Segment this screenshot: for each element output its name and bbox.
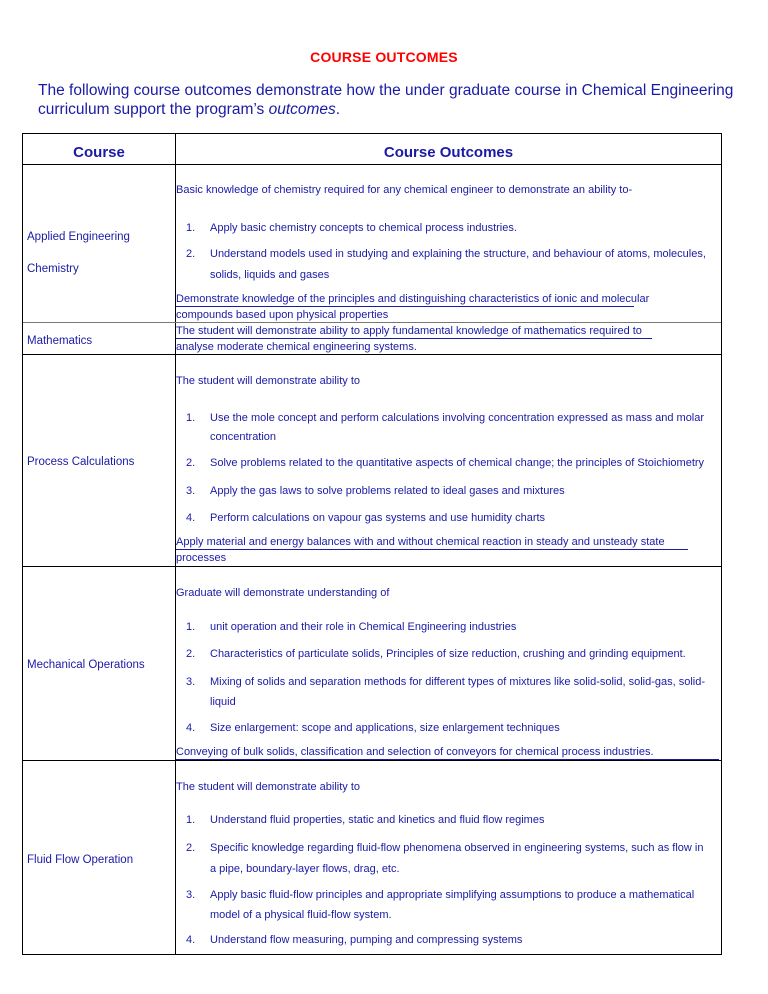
intro-paragraph xyxy=(38,81,738,119)
outcome-item: unit operation and their role in Chemical Engineering industries xyxy=(210,621,517,633)
item-number: 4. xyxy=(186,722,196,734)
underline xyxy=(176,549,688,550)
item-number: 4. xyxy=(186,934,196,946)
outcome-item: Understand models used in studying and explaining the structure, and behaviour of atoms, molecules, xyxy=(210,248,706,260)
item-number: 3. xyxy=(186,676,196,688)
course-name: Mathematics xyxy=(27,335,93,347)
outcome-item-cont: liquid xyxy=(210,696,236,708)
outcome-text-cont: analyse moderate chemical engineering systems. xyxy=(176,341,417,353)
outcome-item-cont: solids, liquids and gases xyxy=(210,269,330,281)
underline xyxy=(176,338,652,339)
row-divider xyxy=(23,566,721,567)
header-outcomes: Course Outcomes xyxy=(383,144,514,161)
item-number: 2. xyxy=(186,648,196,660)
outcome-outro-cont: processes xyxy=(176,552,227,564)
outcome-item: Use the mole concept and perform calculations involving concentration expressed as mass and molar xyxy=(210,412,705,424)
item-number: 1. xyxy=(186,412,196,424)
outcome-intro: The student will demonstrate ability to xyxy=(176,375,361,387)
outcome-item: Perform calculations on vapour gas systems and use humidity charts xyxy=(210,512,546,524)
outcome-intro: Basic knowledge of chemistry required for any chemical engineer to demonstrate an ability to- xyxy=(176,184,633,196)
course-name: Chemistry xyxy=(27,263,79,275)
page-title: COURSE OUTCOMES xyxy=(310,49,458,65)
row-divider xyxy=(23,354,721,355)
item-number: 1. xyxy=(186,222,196,234)
outcome-item: Understand flow measuring, pumping and compressing systems xyxy=(210,934,523,946)
outcome-item-cont: a pipe, boundary-layer flows, drag, etc. xyxy=(210,863,400,875)
item-number: 1. xyxy=(186,621,196,633)
row-divider xyxy=(23,322,721,323)
outcome-outro: Apply material and energy balances with and without chemical reaction in steady and unsteady state xyxy=(176,536,665,548)
underline xyxy=(176,306,634,307)
row-divider xyxy=(23,760,721,761)
outcome-item: Understand fluid properties, static and kinetics and fluid flow regimes xyxy=(210,814,545,826)
header-divider xyxy=(23,164,721,165)
course-name: Mechanical Operations xyxy=(27,659,145,671)
item-number: 3. xyxy=(186,485,196,497)
outcome-item-cont: concentration xyxy=(210,431,277,443)
intro-emphasis: outcomes xyxy=(268,101,336,118)
outcome-outro: Conveying of bulk solids, classification and selection of conveyors for chemical process industries. xyxy=(176,746,654,758)
outcome-item-cont: model of a physical fluid-flow system. xyxy=(210,909,392,921)
outcome-text: The student will demonstrate ability to apply fundamental knowledge of mathematics required to xyxy=(176,325,642,337)
item-number: 2. xyxy=(186,842,196,854)
outcome-item: Solve problems related to the quantitative aspects of chemical change; the principles of Stoichiometry xyxy=(210,457,705,469)
outcome-item: Size enlargement: scope and applications, size enlargement techniques xyxy=(210,722,560,734)
outcome-intro: Graduate will demonstrate understanding of xyxy=(176,587,390,599)
outcome-intro: The student will demonstrate ability to xyxy=(176,781,361,793)
course-name: Process Calculations xyxy=(27,456,135,468)
course-outcomes-table xyxy=(22,133,722,955)
outcome-item: Apply the gas laws to solve problems related to ideal gases and mixtures xyxy=(210,485,565,497)
item-number: 2. xyxy=(186,248,196,260)
outcome-item: Mixing of solids and separation methods for different types of mixtures like solid-solid, solid-gas, solid- xyxy=(210,676,706,688)
course-name: Fluid Flow Operation xyxy=(27,854,134,866)
item-number: 3. xyxy=(186,889,196,901)
outcome-item: Apply basic fluid-flow principles and appropriate simplifying assumptions to produce a mathematical xyxy=(210,889,695,901)
intro-text-end: . xyxy=(335,101,341,118)
header-course: Course xyxy=(73,144,125,161)
outcome-outro-cont: compounds based upon physical properties xyxy=(176,309,389,321)
item-number: 2. xyxy=(186,457,196,469)
outcome-item: Apply basic chemistry concepts to chemical process industries. xyxy=(210,222,517,234)
outcome-item: Specific knowledge regarding fluid-flow phenomena observed in engineering systems, such as flow in xyxy=(210,842,704,854)
intro-text: The following course outcomes demonstrate how the under graduate course in Chemical Engineering curriculum support the program’s xyxy=(38,82,734,118)
outcome-item: Characteristics of particulate solids, Principles of size reduction, crushing and grinding equipment. xyxy=(210,648,686,660)
outcome-outro: Demonstrate knowledge of the principles and distinguishing characteristics of ionic and molecular xyxy=(176,293,650,305)
item-number: 1. xyxy=(186,814,196,826)
course-name: Applied Engineering xyxy=(27,231,130,243)
item-number: 4. xyxy=(186,512,196,524)
